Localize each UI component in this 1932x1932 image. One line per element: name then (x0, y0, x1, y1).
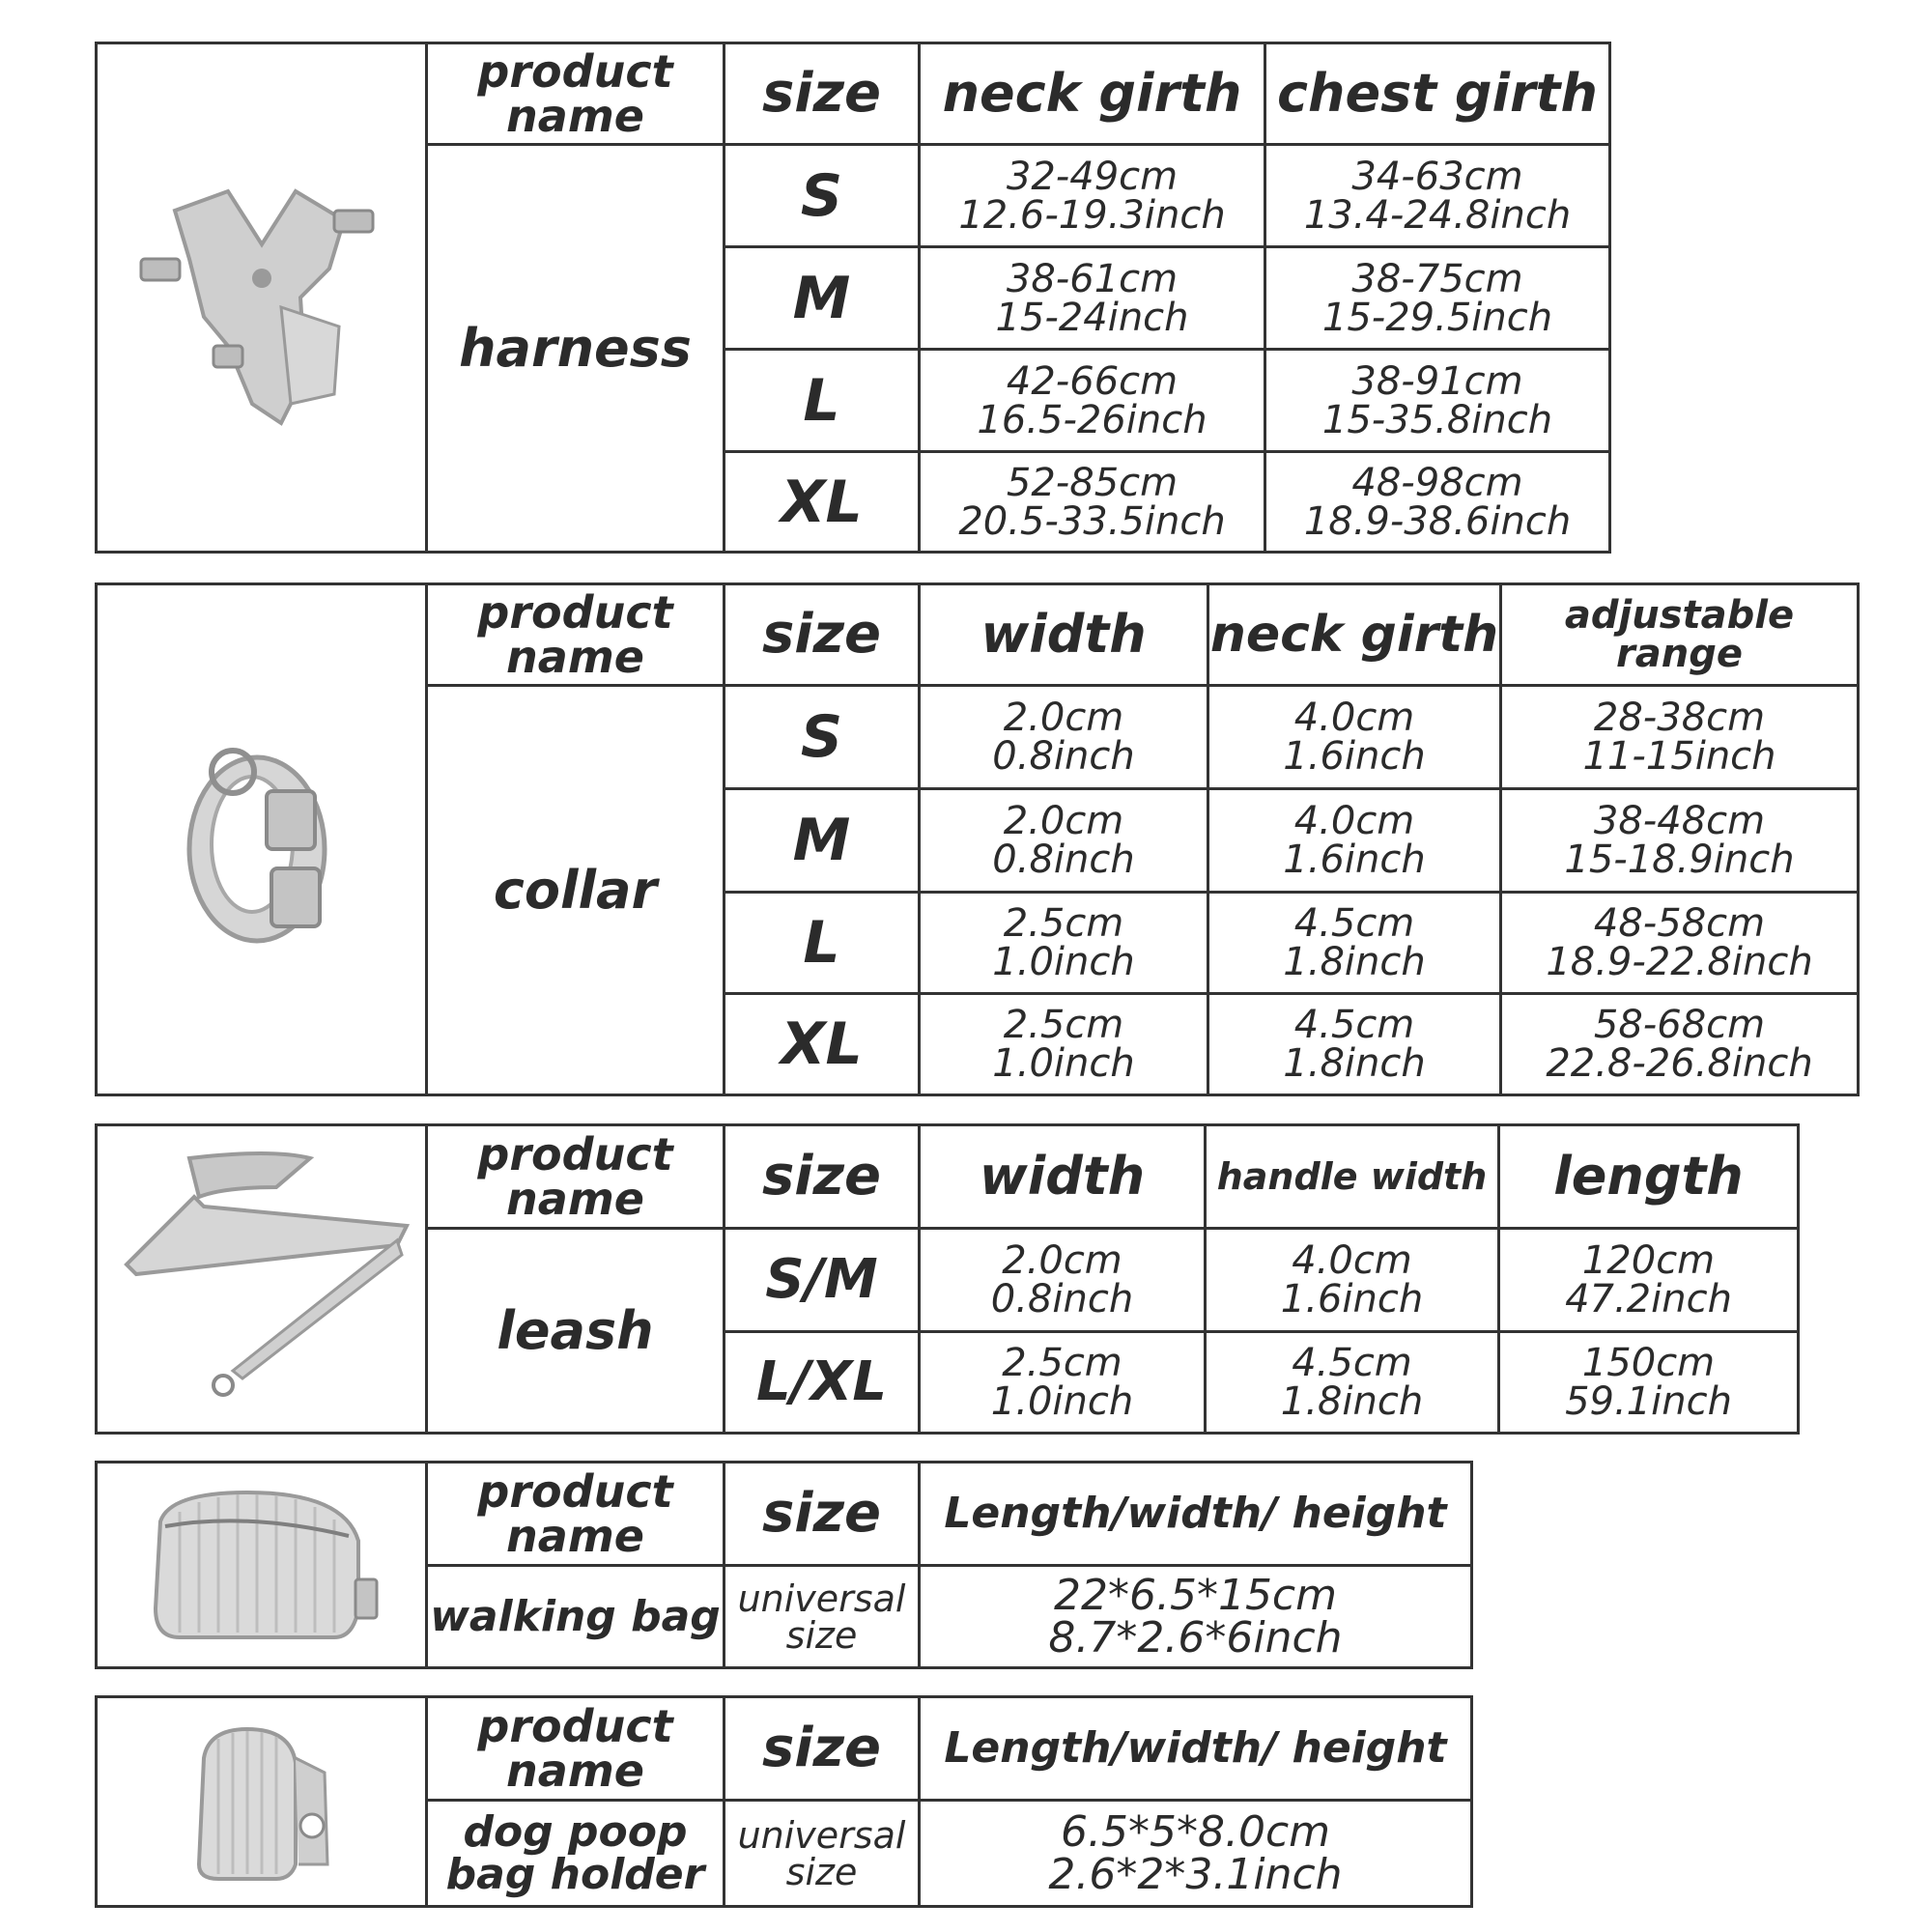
collar-neck-l: 4.5cm 1.8inch (1207, 891, 1502, 995)
leash-width-sm: 2.0cm 0.8inch (918, 1227, 1207, 1333)
leash-header-product-name: product name (425, 1123, 725, 1230)
collar-icon (165, 724, 358, 955)
collar-header-neck-girth: neck girth (1207, 582, 1502, 687)
collar-size-s: S (723, 684, 921, 790)
leash-length-lxl: 150cm 59.1inch (1497, 1330, 1800, 1435)
harness-chest-s: 34-63cm 13.4-24.8inch (1264, 143, 1611, 248)
collar-product-name: collar (425, 684, 725, 1096)
harness-neck-l: 42-66cm 16.5-26inch (918, 348, 1266, 453)
leash-icon (107, 1149, 416, 1409)
collar-range-xl: 58-68cm 22.8-26.8inch (1499, 992, 1860, 1096)
walking-bag-dimensions: 22*6.5*15cm 8.7*2.6*6inch (918, 1564, 1473, 1669)
leash-size-lxl: L/XL (723, 1330, 921, 1435)
harness-header-neck-girth: neck girth (918, 42, 1266, 146)
poop-bag-dimensions: 6.5*5*8.0cm 2.6*2*3.1inch (918, 1799, 1473, 1908)
poop-bag-header-dimensions: Length/width/ height (918, 1695, 1473, 1802)
walking-bag-header-product-name: product name (425, 1461, 725, 1567)
walking-bag-icon (141, 1483, 383, 1647)
poop-bag-product-name: dog poop bag holder (425, 1799, 725, 1908)
collar-neck-xl: 4.5cm 1.8inch (1207, 992, 1502, 1096)
harness-header-product-name: product name (425, 42, 725, 146)
collar-size-l: L (723, 891, 921, 995)
collar-header-size: size (723, 582, 921, 687)
harness-chest-xl: 48-98cm 18.9-38.6inch (1264, 450, 1611, 554)
collar-neck-s: 4.0cm 1.6inch (1207, 684, 1502, 790)
walking-bag-header-size: size (723, 1461, 921, 1567)
poop-bag-header-size: size (723, 1695, 921, 1802)
walking-bag-header-dimensions: Length/width/ height (918, 1461, 1473, 1567)
leash-image-cell (95, 1123, 428, 1435)
collar-header-product-name: product name (425, 582, 725, 687)
collar-header-adjustable-range: adjustable range (1499, 582, 1860, 687)
harness-size-xl: XL (723, 450, 921, 554)
leash-handle-lxl: 4.5cm 1.8inch (1204, 1330, 1500, 1435)
leash-size-sm: S/M (723, 1227, 921, 1333)
leash-width-lxl: 2.5cm 1.0inch (918, 1330, 1207, 1435)
harness-neck-xl: 52-85cm 20.5-33.5inch (918, 450, 1266, 554)
collar-width-s: 2.0cm 0.8inch (918, 684, 1209, 790)
collar-range-m: 38-48cm 15-18.9inch (1499, 787, 1860, 894)
harness-neck-s: 32-49cm 12.6-19.3inch (918, 143, 1266, 248)
leash-handle-sm: 4.0cm 1.6inch (1204, 1227, 1500, 1333)
collar-size-xl: XL (723, 992, 921, 1096)
harness-size-l: L (723, 348, 921, 453)
poop-bag-holder-icon (185, 1719, 339, 1884)
collar-range-s: 28-38cm 11-15inch (1499, 684, 1860, 790)
harness-size-m: M (723, 245, 921, 351)
poop-bag-size: universal size (723, 1799, 921, 1908)
collar-size-m: M (723, 787, 921, 894)
leash-length-sm: 120cm 47.2inch (1497, 1227, 1800, 1333)
walking-bag-product-name: walking bag (425, 1564, 725, 1669)
leash-product-name: leash (425, 1227, 725, 1435)
leash-header-length: length (1497, 1123, 1800, 1230)
harness-header-size: size (723, 42, 921, 146)
poop-bag-header-product-name: product name (425, 1695, 725, 1802)
collar-range-l: 48-58cm 18.9-22.8inch (1499, 891, 1860, 995)
collar-width-l: 2.5cm 1.0inch (918, 891, 1209, 995)
harness-neck-m: 38-61cm 15-24inch (918, 245, 1266, 351)
walking-bag-size: universal size (723, 1564, 921, 1669)
harness-chest-m: 38-75cm 15-29.5inch (1264, 245, 1611, 351)
walking-bag-image-cell (95, 1461, 428, 1669)
poop-bag-image-cell (95, 1695, 428, 1908)
harness-image-cell (95, 42, 428, 554)
harness-chest-l: 38-91cm 15-35.8inch (1264, 348, 1611, 453)
leash-header-width: width (918, 1123, 1207, 1230)
collar-header-width: width (918, 582, 1209, 687)
leash-header-size: size (723, 1123, 921, 1230)
harness-size-s: S (723, 143, 921, 248)
collar-neck-m: 4.0cm 1.6inch (1207, 787, 1502, 894)
leash-header-handle-width: handle width (1204, 1123, 1500, 1230)
harness-header-chest-girth: chest girth (1264, 42, 1611, 146)
harness-product-name: harness (425, 143, 725, 554)
collar-width-m: 2.0cm 0.8inch (918, 787, 1209, 894)
collar-width-xl: 2.5cm 1.0inch (918, 992, 1209, 1096)
harness-icon (136, 153, 387, 442)
collar-image-cell (95, 582, 428, 1096)
